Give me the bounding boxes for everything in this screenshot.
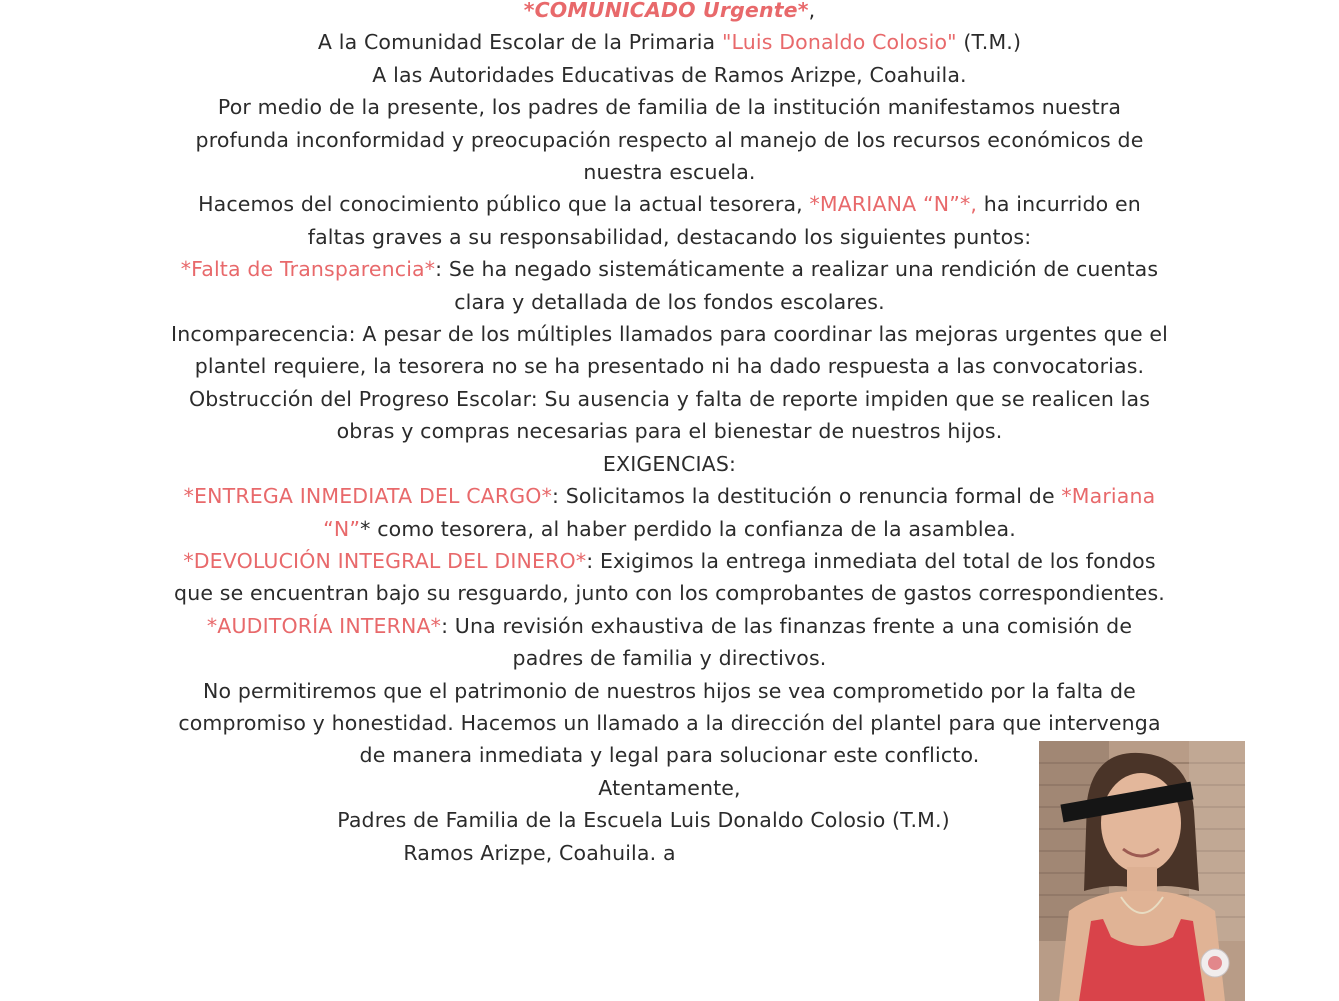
signer: Padres de Familia de la Escuela Luis Donaldo Colosio (T.M.) <box>337 808 950 833</box>
closing-line-3: de manera inmediata y legal para solucionar este conflicto. <box>359 743 980 768</box>
demand-resignation-text: : Solicitamos la destitución o renuncia formal de <box>551 484 1062 509</box>
demand-audit-line-1 <box>0 610 1339 642</box>
demand-resignation-name-suffix: “N” <box>323 516 361 541</box>
location: Ramos Arizpe, Coahuila. a <box>403 840 676 865</box>
point-absence-line-2: plantel requiere, la tesorera no se ha presentado ni ha dado respuesta a las convocatorias. <box>194 354 1145 379</box>
portrait-photo-icon <box>1039 741 1245 1001</box>
demand-refund-text: : Exigimos la entrega inmediata del total de los fondos <box>586 548 1156 573</box>
demand-resignation-label: *ENTREGA INMEDIATA DEL CARGO* <box>183 484 552 509</box>
salutation: Atentamente, <box>598 775 741 800</box>
point-absence-line-1: Incomparecencia: A pesar de los múltiples llamados para coordinar las mejoras urgentes que el <box>171 322 1168 347</box>
communique-title-line <box>0 0 1339 26</box>
demand-refund-line-1 <box>0 545 1339 577</box>
point-transparency-text: : Se ha negado sistemáticamente a realizar una rendición de cuentas <box>435 257 1159 282</box>
treasurer-name: *MARIANA “N”*, <box>809 192 978 217</box>
point-transparency-line-2: clara y detallada de los fondos escolares. <box>454 289 885 314</box>
addressee-authorities-line: A las Autoridades Educativas de Ramos Arizpe, Coahuila. <box>372 62 967 87</box>
demand-refund-label: *DEVOLUCIÓN INTEGRAL DEL DINERO* <box>183 548 587 573</box>
closing-line-2: compromiso y honestidad. Hacemos un llamado a la dirección del plantel para que intervenga <box>178 710 1161 735</box>
school-name: "Luis Donaldo Colosio" <box>721 30 957 55</box>
disclosure-prefix: Hacemos del conocimiento público que la actual tesorera, <box>198 192 810 217</box>
demand-resignation-text-2: * como tesorera, al haber perdido la confianza de la asamblea. <box>360 516 1016 541</box>
intro-line-3: nuestra escuela. <box>583 160 756 185</box>
demand-audit-line-2: padres de familia y directivos. <box>512 646 827 671</box>
disclosure-line-1 <box>0 188 1339 220</box>
demand-resignation-line-2 <box>0 513 1339 545</box>
demand-resignation-line-1 <box>0 480 1339 512</box>
disclosure-line-2: faltas graves a su responsabilidad, destacando los siguientes puntos: <box>307 224 1032 249</box>
addressee-suffix: (T.M.) <box>956 30 1022 55</box>
portrait-photo <box>1039 741 1245 1001</box>
point-obstruction-line-1: Obstrucción del Progreso Escolar: Su ausencia y falta de reporte impiden que se realicen las <box>188 386 1151 411</box>
addressee-prefix: A la Comunidad Escolar de la Primaria <box>317 30 722 55</box>
demand-resignation-name: *Mariana <box>1061 484 1156 509</box>
point-transparency-line-1 <box>0 253 1339 285</box>
communique-title: *COMUNICADO Urgente* <box>523 0 809 22</box>
demands-heading: EXIGENCIAS: <box>602 451 737 476</box>
demand-refund-line-2: que se encuentran bajo su resguardo, junto con los comprobantes de gastos correspondientes. <box>174 581 1165 606</box>
closing-line-1: No permitiremos que el patrimonio de nuestros hijos se vea comprometido por la falta de <box>203 678 1136 703</box>
disclosure-suffix: ha incurrido en <box>977 192 1141 217</box>
title-suffix: , <box>808 0 816 22</box>
intro-line-1: Por medio de la presente, los padres de familia de la institución manifestamos nuestra <box>217 95 1122 120</box>
intro-line-2: profunda inconformidad y preocupación respecto al manejo de los recursos económicos de <box>195 127 1144 152</box>
demand-audit-text: : Una revisión exhaustiva de las finanzas frente a una comisión de <box>441 613 1133 638</box>
addressee-school-line <box>0 26 1339 58</box>
point-transparency-label: *Falta de Transparencia* <box>180 257 436 282</box>
point-obstruction-line-2: obras y compras necesarias para el bienestar de nuestros hijos. <box>336 419 1003 444</box>
demand-audit-label: *AUDITORÍA INTERNA* <box>206 613 442 638</box>
